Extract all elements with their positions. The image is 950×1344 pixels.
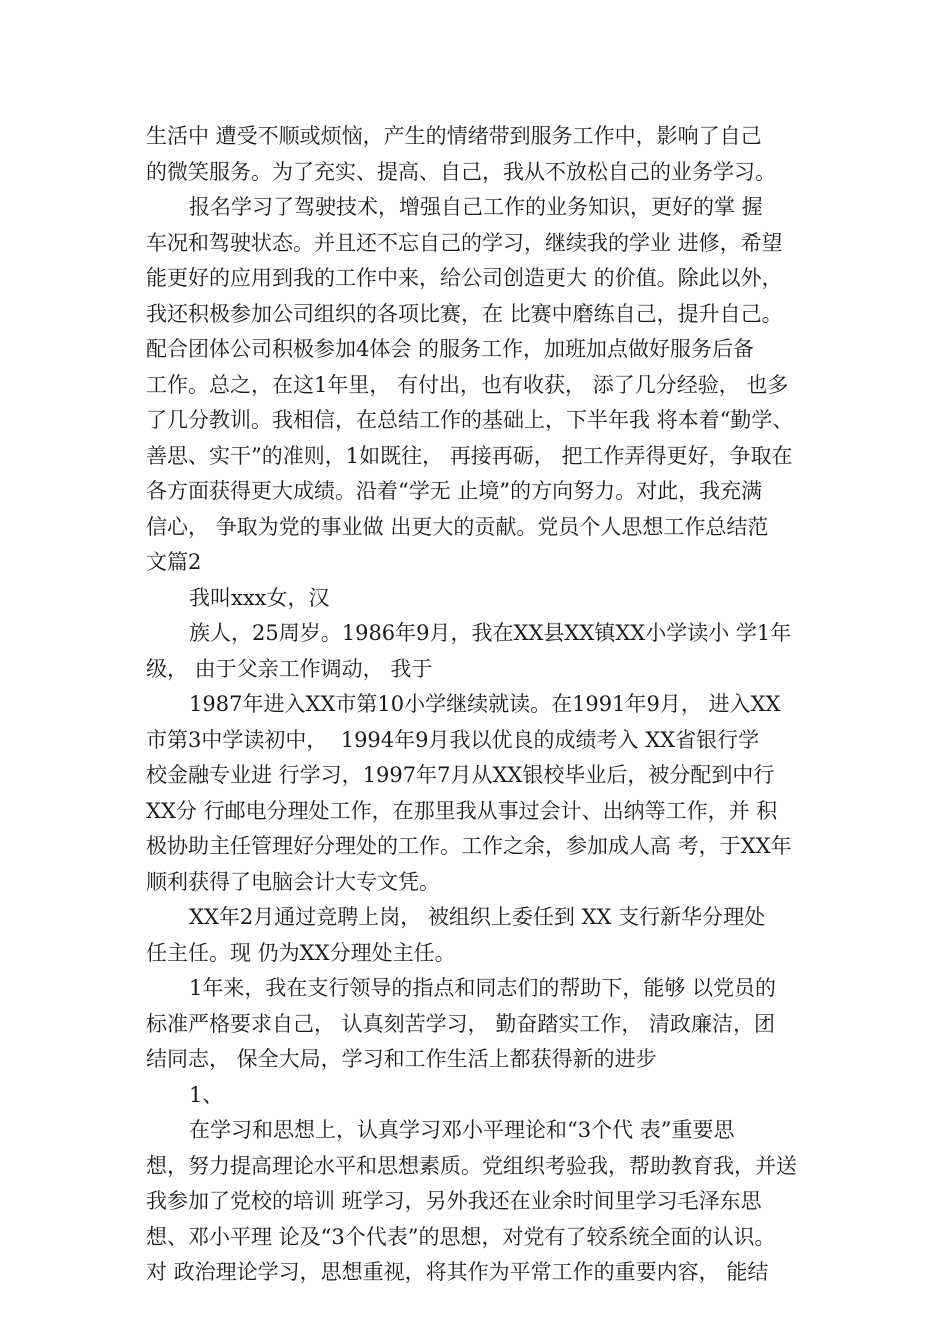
text-line: 我还积极参加公司组织的各项比赛，在 比赛中磨练自己，提升自己。 [146,302,783,326]
text-line: 善思、实干”的准则，1如既往， 再接再砺， 把工作弄得更好，争取在 [146,444,793,468]
text-line: XX分 行邮电分理处工作，在那里我从事过会计、出纳等工作，并 积 [146,799,778,823]
text-line: 我叫xxx女，汉 [189,586,330,610]
text-line: 各方面获得更大成绩。沿着“学无 止境”的方向努力。对此，我充满 [146,479,763,503]
text-line: 顺利获得了电脑会计大专文凭。 [146,870,440,894]
text-line: 工作。总之，在这1年里， 有付出，也有收获， 添了几分经验， 也多 [146,373,789,397]
text-line: 生活中 遭受不顺或烦恼，产生的情绪带到服务工作中，影响了自己 [146,124,762,148]
text-line: 任主任。现 仍为XX分理处主任。 [146,941,456,965]
text-line: 对 政治理论学习，思想重视，将其作为平常工作的重要内容， 能结 [146,1260,769,1284]
text-line: 配合团体公司积极参加4体会 的服务工作，加班加点做好服务后备 [146,337,755,361]
text-line: 的微笑服务。为了充实、提高、自己，我从不放松自己的业务学习。 [146,160,776,184]
text-line: 在学习和思想上，认真学习邓小平理论和“3个代 表”重要思 [189,1118,735,1142]
text-line: 信心， 争取为党的事业做 出更大的贡献。党员个人思想工作总结范 [146,515,769,539]
text-line: 了几分教训。我相信，在总结工作的基础上，下半年我 将本着“勤学、 [146,408,794,432]
text-line: 报名学习了驾驶技术，增强自己工作的业务知识，更好的掌 握 [189,195,763,219]
text-line: 级， 由于父亲工作调动， 我于 [146,657,433,681]
text-line: 车况和驾驶状态。并且还不忘自己的学习，继续我的学业 进修，希望 [146,231,783,255]
text-line: 市第3中学读初中， 1994年9月我以优良的成绩考入 XX省银行学 [146,728,760,752]
text-line: 1年来，我在支行领导的指点和同志们的帮助下，能够 以党员的 [189,976,777,1000]
text-line: XX年2月通过竞聘上岗， 被组织上委任到 XX 支行新华分理处 [189,905,766,929]
text-line: 极协助主任管理好分理处的工作。工作之余，参加成人高 考，于XX年 [146,834,792,858]
text-line: 结同志， 保全大局，学习和工作生活上都获得新的进步 [146,1047,657,1071]
text-line: 标准严格要求自己， 认真刻苦学习， 勤奋踏实工作， 清政廉洁，团 [146,1012,776,1036]
text-line: 1987年进入XX市第10小学继续就读。在1991年9月， 进入XX [189,692,781,716]
text-line: 族人，25周岁。1986年9月，我在XX县XX镇XX小学读小 学1年 [189,621,792,645]
text-line: 校金融专业进 行学习，1997年7月从XX银校毕业后，被分配到中行 [146,763,775,787]
text-line: 想、邓小平理 论及“3个代表”的思想，对党有了较系统全面的认识。 [146,1225,776,1249]
text-line: 文篇2 [146,550,202,574]
text-line: 我参加了党校的培训 班学习，另外我还在业余时间里学习毛泽东思 [146,1189,762,1213]
text-line: 1、 [189,1083,224,1107]
text-line: 想，努力提高理论水平和思想素质。党组织考验我，帮助教育我，并送 [146,1154,797,1178]
text-line: 能更好的应用到我的工作中来，给公司创造更大 的价值。除此以外， [146,266,783,290]
